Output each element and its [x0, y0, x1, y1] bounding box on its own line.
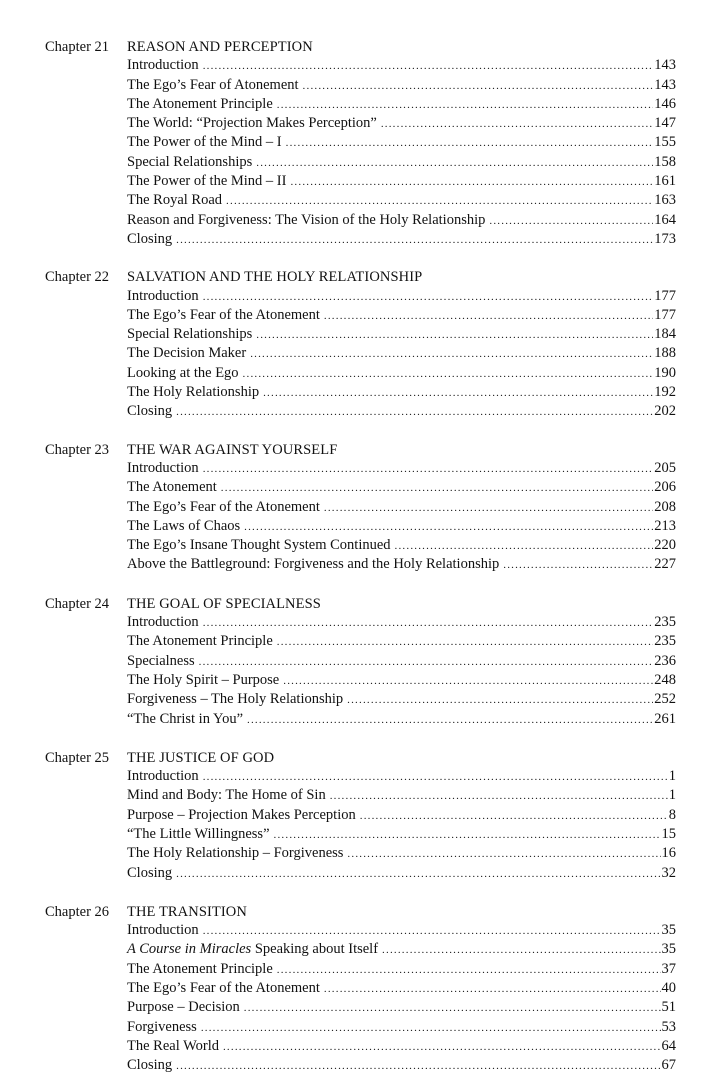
toc-entry[interactable] [127, 844, 676, 863]
dot-leader [203, 460, 654, 478]
toc-entry[interactable] [127, 133, 676, 152]
dot-leader [347, 691, 653, 709]
chapter-title: REASON AND PERCEPTION [127, 39, 313, 55]
entry-page: 53 [661, 1018, 676, 1035]
toc-entry[interactable] [127, 1037, 676, 1056]
entry-title: Specialness [127, 652, 195, 669]
entry-title: The Atonement Principle [127, 95, 273, 112]
dot-leader [381, 115, 653, 133]
toc-entry[interactable] [127, 498, 676, 517]
entry-title: Introduction [127, 922, 199, 939]
entry-title: The Ego’s Insane Thought System Continued [127, 537, 391, 554]
dot-leader [244, 518, 653, 536]
entry-title: Introduction [127, 614, 199, 631]
entry-title: The Laws of Chaos [127, 517, 241, 534]
entry-page: 8 [668, 806, 676, 823]
chapter-label: Chapter 22 [45, 269, 110, 286]
entry-page: 177 [654, 287, 676, 304]
toc-entry[interactable] [127, 767, 676, 786]
dot-leader [250, 345, 653, 363]
dot-leader [203, 614, 654, 632]
toc-entry[interactable] [127, 287, 676, 306]
dot-leader [503, 556, 653, 574]
entry-title: The Holy Relationship – Forgiveness [127, 845, 344, 862]
entry-page: 67 [661, 1057, 676, 1074]
dot-leader [176, 231, 653, 249]
entry-page: 15 [661, 825, 676, 842]
entry-page: 188 [654, 345, 676, 362]
entry-title: Closing [127, 403, 173, 420]
entry-page: 1 [668, 768, 676, 785]
dot-leader [324, 980, 661, 998]
entry-title: Introduction [127, 287, 199, 304]
entry-page: 143 [654, 57, 676, 74]
chapter-label: Chapter 23 [45, 441, 110, 458]
entry-title: Mind and Body: The Home of Sin [127, 787, 326, 804]
dot-leader [176, 865, 660, 883]
entry-title: The Atonement Principle [127, 960, 273, 977]
entry-title: Closing [127, 230, 173, 247]
entry-page: 202 [654, 403, 676, 420]
chapter-24 [45, 595, 676, 729]
entry-page: 164 [654, 211, 676, 228]
toc-entry[interactable] [127, 690, 676, 709]
entry-page: 173 [654, 230, 676, 247]
entry-page: 146 [654, 95, 676, 112]
toc-entry[interactable] [127, 76, 676, 95]
entry-page: 1 [668, 787, 676, 804]
entry-page: 192 [654, 384, 676, 401]
toc-entry[interactable] [127, 786, 676, 805]
entry-page: 35 [661, 922, 676, 939]
entry-page: 161 [654, 173, 676, 190]
entry-page: 206 [654, 479, 676, 496]
chapter-title: THE TRANSITION [127, 903, 247, 920]
entry-title: Special Relationships [127, 153, 253, 170]
entry-title: Looking at the Ego [127, 364, 239, 381]
entry-page: 32 [661, 864, 676, 881]
entry-page: 147 [654, 115, 676, 132]
entry-page: 190 [654, 364, 676, 381]
entry-page: 208 [654, 498, 676, 515]
dot-leader [176, 403, 653, 421]
entry-title: The World: “Projection Makes Perception” [127, 115, 377, 132]
entry-title: Forgiveness – The Holy Relationship [127, 691, 344, 708]
entry-page: 235 [654, 614, 676, 631]
chapter-label: Chapter 26 [45, 903, 110, 920]
entry-page: 35 [661, 941, 676, 958]
dot-leader [286, 134, 654, 152]
toc-entry[interactable] [127, 402, 676, 421]
toc-entry[interactable] [127, 478, 676, 497]
dot-leader [221, 479, 653, 497]
toc-entry[interactable] [127, 517, 676, 536]
toc-entry[interactable] [127, 344, 676, 363]
entry-title: The Atonement [127, 479, 217, 496]
entry-title: Closing [127, 864, 173, 881]
toc-entry[interactable] [127, 211, 676, 230]
dot-leader [199, 653, 654, 671]
entry-title [127, 940, 378, 958]
dot-leader [203, 288, 654, 306]
dot-leader [176, 1057, 660, 1075]
dot-leader [395, 537, 654, 555]
dot-leader [203, 922, 661, 940]
chapter-22 [45, 268, 676, 421]
toc-entry[interactable] [127, 1056, 676, 1075]
toc-entry[interactable] [127, 825, 676, 844]
toc-entry[interactable] [127, 383, 676, 402]
dot-leader [489, 212, 653, 230]
toc-entry[interactable] [127, 325, 676, 344]
toc-entry[interactable] [127, 960, 676, 979]
chapter-25 [45, 749, 676, 883]
chapter-23 [45, 441, 676, 575]
dot-leader [263, 384, 653, 402]
entry-title: The Holy Relationship [127, 384, 260, 401]
entry-title: Forgiveness [127, 1018, 197, 1035]
dot-leader [303, 77, 654, 95]
entry-title: Above the Battleground: Forgiveness and the Holy Relationship [127, 556, 500, 573]
table-of-contents [45, 38, 676, 1076]
dot-leader [243, 365, 654, 383]
chapter-label: Chapter 24 [45, 595, 110, 612]
entry-title: Introduction [127, 459, 199, 476]
entry-page: 205 [654, 459, 676, 476]
toc-entry[interactable] [127, 191, 676, 210]
entry-page: 261 [654, 710, 676, 727]
dot-leader [324, 307, 653, 325]
entry-title: Reason and Forgiveness: The Vision of the Holy Relationship [127, 211, 486, 228]
entry-title: The Atonement Principle [127, 633, 273, 650]
entry-page: 16 [661, 845, 676, 862]
entry-page: 177 [654, 306, 676, 323]
entry-title: Special Relationships [127, 326, 253, 343]
toc-entry[interactable] [127, 864, 676, 883]
toc-entry[interactable] [127, 555, 676, 574]
entry-title: The Ego’s Fear of the Atonement [127, 498, 320, 515]
dot-leader [247, 711, 653, 729]
entry-page: 184 [654, 326, 676, 343]
dot-leader [201, 1019, 661, 1037]
entry-page: 37 [661, 960, 676, 977]
toc-entry[interactable] [127, 306, 676, 325]
entry-title: The Royal Road [127, 192, 223, 209]
toc-entry[interactable] [127, 56, 676, 75]
entry-title: Purpose – Decision [127, 999, 240, 1016]
entry-page: 252 [654, 691, 676, 708]
toc-entry[interactable] [127, 921, 676, 940]
dot-leader [226, 192, 653, 210]
entry-title: “The Christ in You” [127, 710, 243, 727]
entry-page: 64 [661, 1037, 676, 1054]
entry-page: 248 [654, 671, 676, 688]
dot-leader [256, 154, 653, 172]
toc-entry[interactable] [127, 459, 676, 478]
toc-entry[interactable] [127, 1018, 676, 1037]
dot-leader [203, 57, 654, 75]
dot-leader [324, 499, 653, 517]
entry-page: 158 [654, 153, 676, 170]
toc-entry[interactable] [127, 153, 676, 172]
chapter-title: THE JUSTICE OF GOD [127, 749, 275, 766]
entry-page: 227 [654, 556, 676, 573]
toc-entry[interactable] [127, 979, 676, 998]
dot-leader [290, 173, 653, 191]
dot-leader [277, 633, 653, 651]
entry-page: 235 [654, 633, 676, 650]
entry-title-rest: Speaking about Itself [251, 941, 379, 958]
entry-title: The Power of the Mind – I [127, 134, 282, 151]
entry-title: The Ego’s Fear of the Atonement [127, 980, 320, 997]
toc-entry[interactable] [127, 613, 676, 632]
dot-leader [277, 961, 661, 979]
chapter-title: SALVATION AND THE HOLY RELATIONSHIP [127, 269, 423, 286]
entry-page: 220 [654, 537, 676, 554]
entry-page: 40 [661, 980, 676, 997]
toc-entry[interactable] [127, 230, 676, 249]
chapter-label: Chapter 25 [45, 749, 110, 766]
chapter-26 [45, 903, 676, 1076]
entry-page: 163 [654, 192, 676, 209]
entry-title-italic: A Course in Miracles [127, 941, 252, 958]
toc-entry[interactable] [127, 806, 676, 825]
entry-title: “The Little Willingness” [127, 825, 270, 842]
dot-leader [330, 787, 668, 805]
toc-entry[interactable] [127, 536, 676, 555]
chapter-label: Chapter 21 [45, 39, 110, 55]
dot-leader [223, 1038, 661, 1056]
entry-title: Closing [127, 1057, 173, 1074]
entry-title: The Real World [127, 1037, 219, 1054]
entry-title: The Power of the Mind – II [127, 173, 287, 190]
entry-title: The Holy Spirit – Purpose [127, 671, 280, 688]
dot-leader [256, 326, 653, 344]
entry-page: 51 [661, 999, 676, 1016]
dot-leader [277, 96, 653, 114]
dot-leader [382, 941, 660, 959]
entry-page: 143 [654, 76, 676, 93]
toc-entry[interactable] [127, 172, 676, 191]
entry-page: 236 [654, 652, 676, 669]
entry-title: The Ego’s Fear of Atonement [127, 76, 299, 93]
entry-page: 155 [654, 134, 676, 151]
dot-leader [360, 807, 668, 825]
toc-entry[interactable] [127, 114, 676, 133]
toc-entry[interactable] [127, 632, 676, 651]
chapter-title: THE GOAL OF SPECIALNESS [127, 595, 321, 612]
entry-title: The Ego’s Fear of the Atonement [127, 306, 320, 323]
chapter-21 [45, 38, 676, 249]
toc-entry[interactable] [127, 652, 676, 671]
toc-entry[interactable] [127, 671, 676, 690]
dot-leader [274, 826, 661, 844]
entry-title: Purpose – Projection Makes Perception [127, 806, 356, 823]
dot-leader [244, 999, 661, 1017]
toc-entry[interactable] [127, 940, 676, 959]
entry-title: Introduction [127, 768, 199, 785]
dot-leader [203, 768, 668, 786]
entry-page: 213 [654, 517, 676, 534]
chapter-title: THE WAR AGAINST YOURSELF [127, 441, 338, 458]
entry-title: The Decision Maker [127, 345, 247, 362]
toc-entry[interactable] [127, 95, 676, 114]
toc-entry[interactable] [127, 998, 676, 1017]
toc-entry[interactable] [127, 710, 676, 729]
dot-leader [283, 672, 653, 690]
entry-title: Introduction [127, 57, 199, 74]
toc-entry[interactable] [127, 364, 676, 383]
dot-leader [347, 845, 660, 863]
